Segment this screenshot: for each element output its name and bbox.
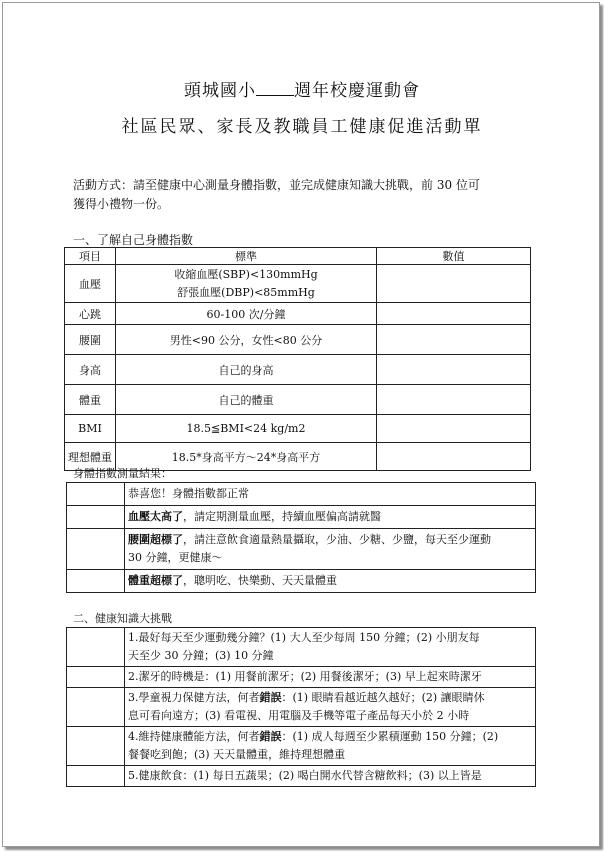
row-standard: 60-100 次/分鐘	[116, 303, 377, 325]
answer-cell[interactable]	[67, 628, 125, 667]
value-cell[interactable]	[377, 443, 531, 471]
row-item: 理想體重	[65, 443, 116, 471]
question-row	[67, 688, 536, 727]
results-label: 身體指數測量結果：	[73, 467, 172, 480]
table-header-row	[65, 248, 531, 265]
value-cell[interactable]	[377, 325, 531, 355]
row-standard	[116, 265, 377, 303]
results-table	[66, 482, 536, 593]
row-standard: 自己的體重	[116, 385, 377, 415]
body-index-table	[64, 247, 531, 471]
section2-title: 二、健康知識大挑戰	[73, 612, 172, 625]
question-text: 3.學童視力保健方法，何者錯誤：(1) 眼睛看越近越久越好；(2) 讓眼睛休 息可看向遠方；(3) 看電視、用電腦及手機等電子產品每天小於 2 小時	[125, 688, 536, 727]
bold-keyword: 錯誤	[259, 730, 282, 743]
bold-keyword: 錯誤	[259, 691, 282, 704]
row-standard: 自己的身高	[116, 355, 377, 385]
result-text: 血壓太高了，請定期測量血壓，持續血壓偏高請就醫	[125, 506, 536, 529]
bold-keyword: 體重超標了	[128, 574, 183, 587]
result-text: 腰圍超標了，請注意飲食適量熱量攝取，少油、少糖、少鹽，每天至少運動 30 分鐘，更健康～	[125, 529, 536, 570]
value-cell[interactable]	[377, 355, 531, 385]
value-cell[interactable]	[377, 415, 531, 443]
row-item: BMI	[65, 415, 116, 443]
header-item: 項目	[65, 248, 116, 265]
value-cell[interactable]	[377, 303, 531, 325]
row-standard: 18.5*身高平方～24*身高平方	[116, 443, 377, 471]
title-suffix: 週年校慶運動會	[294, 81, 420, 101]
quiz-table	[66, 627, 536, 787]
table-row	[65, 265, 531, 303]
result-row	[67, 483, 536, 506]
answer-cell[interactable]	[67, 766, 125, 787]
question-row	[67, 727, 536, 766]
header-standard: 標準	[116, 248, 377, 265]
standard-line-2: 舒張血壓(DBP)<85mmHg	[177, 285, 315, 299]
check-cell[interactable]	[67, 529, 125, 570]
section1-title: 一、了解自己身體指數	[73, 233, 194, 247]
result-row	[67, 506, 536, 529]
answer-cell[interactable]	[67, 727, 125, 766]
table-row	[65, 325, 531, 355]
bold-keyword: 血壓太高了	[128, 510, 183, 523]
intro-text	[73, 176, 543, 214]
row-item: 腰圍	[65, 325, 116, 355]
row-standard: 男性<90 公分，女性<80 公分	[116, 325, 377, 355]
result-text: 恭喜您！身體指數都正常	[125, 483, 536, 506]
page-title	[0, 76, 604, 101]
question-text: 1.最好每天至少運動幾分鐘？(1) 大人至少每周 150 分鐘；(2) 小朋友每 天至少 30 分鐘；(3) 10 分鐘	[125, 628, 536, 667]
answer-cell[interactable]	[67, 688, 125, 727]
table-row	[65, 303, 531, 325]
value-cell[interactable]	[377, 265, 531, 303]
value-cell[interactable]	[377, 385, 531, 415]
result-row	[67, 570, 536, 593]
header-value: 數值	[377, 248, 531, 265]
table-row	[65, 385, 531, 415]
row-item: 血壓	[65, 265, 116, 303]
intro-line-1: 活動方式：請至健康中心測量身體指數，並完成健康知識大挑戰，前 30 位可	[73, 178, 480, 192]
row-item: 體重	[65, 385, 116, 415]
question-row	[67, 628, 536, 667]
question-row	[67, 766, 536, 787]
row-standard: 18.5≦BMI<24 kg/m2	[116, 415, 377, 443]
table-row	[65, 415, 531, 443]
row-item: 心跳	[65, 303, 116, 325]
row-item: 身高	[65, 355, 116, 385]
check-cell[interactable]	[67, 506, 125, 529]
question-text: 2.潔牙的時機是：(1) 用餐前潔牙；(2) 用餐後潔牙；(3) 早上起來時潔牙	[125, 667, 536, 688]
page-subtitle: 社區民眾、家長及教職員工健康促進活動單	[121, 117, 483, 137]
check-cell[interactable]	[67, 483, 125, 506]
result-row	[67, 529, 536, 570]
question-row	[67, 667, 536, 688]
title-prefix: 頭城國小	[184, 81, 256, 101]
intro-line-2: 獲得小禮物一份。	[73, 197, 170, 211]
question-text: 4.維持健康體能方法，何者錯誤：(1) 成人每週至少累積運動 150 分鐘；(2) 餐餐吃到飽；(3) 天天量體重，維持理想體重	[125, 727, 536, 766]
result-text: 體重超標了，聰明吃、快樂動、天天量體重	[125, 570, 536, 593]
question-text: 5.健康飲食：(1) 每日五蔬果；(2) 喝白開水代替含糖飲料；(3) 以上皆是	[125, 766, 536, 787]
answer-cell[interactable]	[67, 667, 125, 688]
bold-keyword: 腰圍超標了	[128, 533, 183, 546]
anniversary-blank	[256, 81, 294, 96]
standard-line-1: 收縮血壓(SBP)<130mmHg	[174, 267, 318, 281]
check-cell[interactable]	[67, 570, 125, 593]
table-row	[65, 355, 531, 385]
